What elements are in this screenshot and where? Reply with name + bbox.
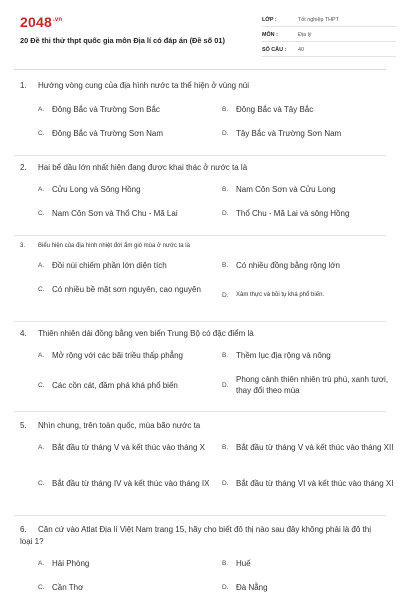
question-number: 6. bbox=[20, 525, 27, 534]
option-c[interactable] bbox=[38, 582, 204, 593]
option-text: Cửu Long và Sông Hồng bbox=[52, 185, 141, 194]
logo-text: 2048 bbox=[20, 14, 52, 30]
option-c[interactable] bbox=[38, 380, 204, 391]
option-letter: B. bbox=[222, 262, 229, 269]
option-text: Có nhiều đồng bằng rộng lớn bbox=[236, 261, 340, 270]
question-stem: Nhìn chung, trên toàn quốc, mùa bão nước ta bbox=[38, 421, 201, 430]
question-number: 3. bbox=[20, 243, 26, 249]
option-text: Các cồn cát, đầm phá khá phổ biến bbox=[52, 381, 178, 390]
option-letter: C. bbox=[38, 210, 45, 217]
option-letter: A. bbox=[38, 262, 45, 269]
option-text: Tây Bắc và Trường Sơn Nam bbox=[236, 129, 342, 138]
option-text: Đông Bắc và Tây Bắc bbox=[236, 105, 314, 114]
option-letter: D. bbox=[222, 292, 229, 299]
meta-value: Địa lý bbox=[298, 32, 312, 38]
question-4 bbox=[14, 322, 389, 412]
option-text: Đông Bắc và Trường Sơn Bắc bbox=[52, 105, 160, 114]
option-text: Đà Nẵng bbox=[236, 583, 268, 592]
question-2 bbox=[14, 156, 386, 236]
option-d[interactable] bbox=[222, 290, 400, 301]
option-c[interactable] bbox=[38, 478, 218, 489]
option-b[interactable] bbox=[222, 558, 400, 569]
option-letter: D. bbox=[222, 130, 229, 137]
option-text: Có nhiều bề mặt sơn nguyên, cao nguyên bbox=[52, 285, 201, 294]
question-stem: Thiên nhiên dải đồng bằng ven biển Trung Bộ có đặc điểm là bbox=[38, 329, 254, 338]
option-letter: A. bbox=[38, 352, 45, 359]
option-letter: B. bbox=[222, 352, 229, 359]
option-text: Nam Côn Sơn và Cửu Long bbox=[236, 185, 336, 194]
option-a[interactable] bbox=[38, 104, 204, 115]
meta-value: Tốt nghiệp THPT bbox=[298, 17, 339, 23]
option-letter: A. bbox=[38, 106, 45, 113]
question-5 bbox=[14, 412, 394, 516]
option-letter: C. bbox=[38, 382, 45, 389]
option-text: Bắt đầu từ tháng VI và kết thúc vào tháng XI bbox=[236, 479, 394, 488]
option-letter: A. bbox=[38, 560, 45, 567]
option-d[interactable] bbox=[222, 128, 400, 139]
option-a[interactable] bbox=[38, 350, 204, 361]
option-letter: D. bbox=[222, 210, 229, 217]
question-3 bbox=[14, 236, 386, 322]
option-text: Bắt đầu từ tháng V và kết thúc vào tháng X bbox=[52, 443, 206, 452]
option-a[interactable] bbox=[38, 558, 204, 569]
option-a[interactable] bbox=[38, 442, 218, 453]
option-text: Bắt đầu từ tháng IV và kết thúc vào tháng IX bbox=[52, 479, 210, 488]
option-text: Nam Côn Sơn và Thổ Chu - Mã Lai bbox=[52, 209, 178, 218]
option-text: Phong cảnh thiên nhiên trù phú, xanh tươi, thay đổi theo mùa bbox=[236, 375, 389, 395]
option-b[interactable] bbox=[222, 260, 400, 271]
question-text bbox=[20, 80, 374, 92]
option-d[interactable] bbox=[222, 478, 400, 489]
option-text: Bắt đầu từ tháng V và kết thúc vào tháng XII bbox=[236, 443, 394, 452]
option-d[interactable] bbox=[222, 208, 400, 219]
question-text bbox=[20, 240, 374, 252]
site-logo[interactable] bbox=[20, 14, 62, 30]
option-text: Đồi núi chiếm phần lớn diện tích bbox=[52, 261, 167, 270]
option-text: Cần Thơ bbox=[52, 583, 84, 592]
option-b[interactable] bbox=[222, 350, 400, 361]
option-a[interactable] bbox=[38, 260, 204, 271]
question-number: 2. bbox=[20, 163, 27, 172]
question-stem: Hai bể dầu lớn nhất hiện đang được khai thác ở nước ta là bbox=[38, 163, 248, 172]
meta-row-subject bbox=[262, 29, 396, 42]
meta-row-count bbox=[262, 44, 396, 57]
question-text bbox=[20, 328, 374, 340]
option-letter: B. bbox=[222, 560, 229, 567]
question-stem: Hướng vòng cung của địa hình nước ta thể hiện ở vùng núi bbox=[38, 81, 250, 90]
option-letter: C. bbox=[38, 480, 45, 487]
option-letter: D. bbox=[222, 480, 229, 487]
question-text bbox=[20, 420, 374, 432]
question-text bbox=[20, 524, 374, 548]
exam-title: 20 Đề thi thử thpt quốc gia môn Địa lí có đáp án (Đề số 01) bbox=[20, 36, 225, 45]
question-1 bbox=[14, 70, 386, 156]
option-text: Huế bbox=[236, 559, 251, 568]
question-stem: Biểu hiện của địa hình nhiệt đới ẩm gió mùa ở nước ta là bbox=[38, 243, 190, 249]
question-6 bbox=[14, 516, 386, 600]
option-b[interactable] bbox=[222, 104, 400, 115]
option-text: Hải Phòng bbox=[52, 559, 90, 568]
option-c[interactable] bbox=[38, 208, 204, 219]
exam-meta bbox=[262, 14, 396, 59]
option-letter: A. bbox=[38, 186, 45, 193]
meta-row-class bbox=[262, 14, 396, 27]
option-letter: C. bbox=[38, 130, 45, 137]
meta-key: SỐ CÂU : bbox=[262, 47, 287, 53]
question-number: 5. bbox=[20, 421, 27, 430]
option-d[interactable] bbox=[222, 582, 400, 593]
option-d[interactable] bbox=[222, 374, 400, 396]
option-b[interactable] bbox=[222, 184, 400, 195]
question-stem: Căn cứ vào Atlat Địa lí Việt Nam trang 15, hãy cho biết đô thị nào sau đây không phải là đô thị loại 1? bbox=[20, 525, 371, 546]
option-b[interactable] bbox=[222, 442, 400, 453]
option-letter: D. bbox=[222, 584, 229, 591]
option-text: Thổ Chu - Mã Lai và sông Hồng bbox=[236, 209, 350, 218]
option-letter: D. bbox=[222, 381, 229, 389]
option-c[interactable] bbox=[38, 284, 208, 295]
option-letter: B. bbox=[222, 444, 229, 451]
exam-header bbox=[14, 0, 386, 70]
meta-value: 40 bbox=[298, 47, 304, 53]
option-c[interactable] bbox=[38, 128, 204, 139]
option-text: Đông Bắc và Trường Sơn Nam bbox=[52, 129, 164, 138]
option-letter: B. bbox=[222, 186, 229, 193]
option-a[interactable] bbox=[38, 184, 204, 195]
logo-suffix: .vn bbox=[52, 17, 63, 24]
option-text: Thềm lục địa rộng và nông bbox=[236, 351, 331, 360]
option-letter: A. bbox=[38, 444, 45, 451]
meta-key: MÔN : bbox=[262, 32, 278, 38]
question-text bbox=[20, 162, 374, 174]
option-text: Mở rộng với các bãi triều thấp phẳng bbox=[52, 351, 184, 360]
meta-key: LỚP : bbox=[262, 17, 277, 23]
option-text: Xâm thực và bồi tụ khá phổ biến. bbox=[236, 292, 325, 298]
option-letter: C. bbox=[38, 286, 45, 293]
question-number: 1. bbox=[20, 81, 27, 90]
question-number: 4. bbox=[20, 329, 27, 338]
option-letter: B. bbox=[222, 106, 229, 113]
option-letter: C. bbox=[38, 584, 45, 591]
